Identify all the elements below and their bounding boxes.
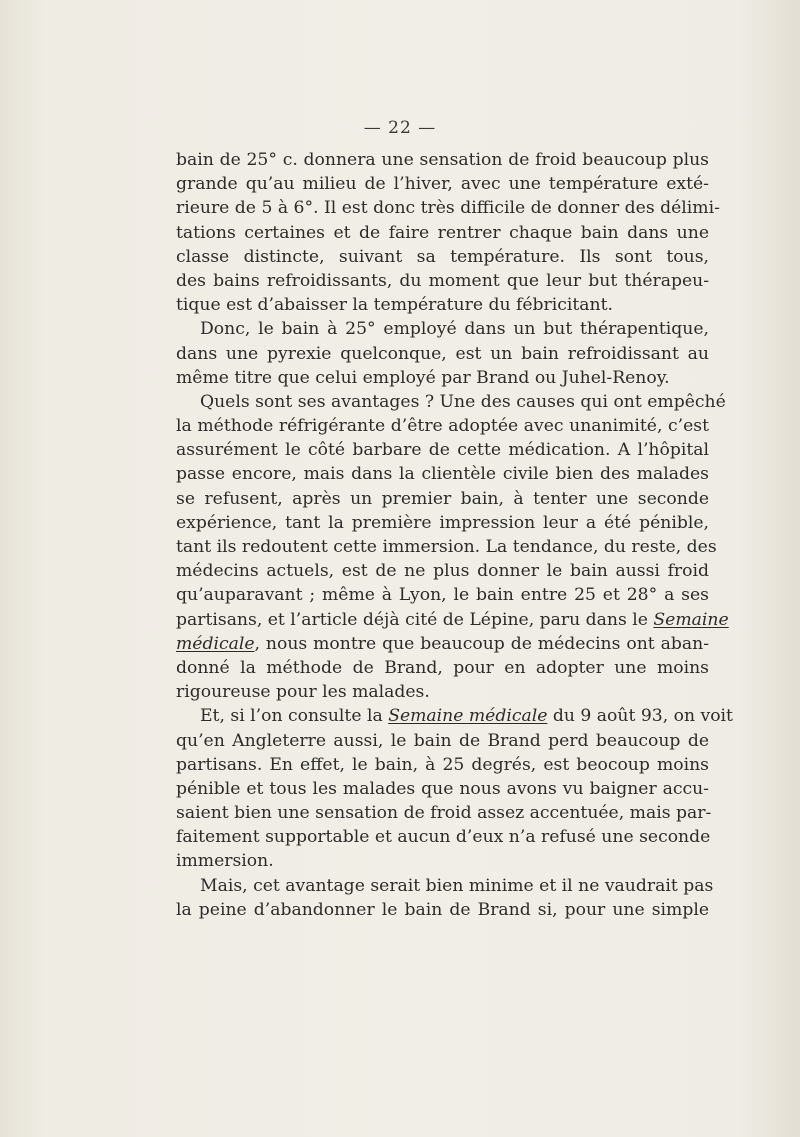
text-line: grande qu’au milieu de l’hiver, avec une température exté- bbox=[176, 174, 709, 195]
text-line: dans une pyrexie quelconque, est un bain refroidissant au bbox=[176, 343, 709, 364]
text-line: assurément le côté barbare de cette médication. A l’hôpital bbox=[176, 440, 709, 461]
text-line: rieure de 5 à 6°. Il est donc très difficile de donner des délimi- bbox=[176, 198, 720, 219]
text-line: tique est d’abaisser la température du fébricitant. bbox=[176, 295, 613, 316]
italic-title: Semaine médicale bbox=[388, 706, 548, 727]
text-line: faitement supportable et aucun d’eux n’a refusé une seconde bbox=[176, 827, 711, 848]
text-line: qu’auparavant ; même à Lyon, le bain entre 25 et 28° a ses bbox=[176, 585, 709, 606]
page-number: — 22 — bbox=[363, 118, 437, 138]
text-line: se refusent, après un premier bain, à tenter une seconde bbox=[176, 488, 709, 509]
text-segment: partisans, et l’article déjà cité de Lépine, paru dans le bbox=[176, 609, 654, 630]
text-line bbox=[176, 704, 733, 728]
text-line: tations certaines et de faire rentrer chaque bain dans une bbox=[176, 222, 709, 243]
text-line: donné la méthode de Brand, pour en adopter une moins bbox=[176, 657, 709, 678]
text-line: tant ils redoutent cette immersion. La tendance, du reste, des bbox=[176, 537, 717, 557]
text-line: la méthode réfrigérante d’être adoptée avec unanimité, c’est bbox=[176, 416, 709, 437]
body-text bbox=[176, 148, 733, 922]
text-line: pénible et tous les malades que nous avons vu baigner accu- bbox=[176, 778, 709, 799]
text-line: même titre que celui employé par Brand ou Juhel-Renoy. bbox=[176, 367, 670, 388]
text-line: rigoureuse pour les malades. bbox=[176, 682, 430, 703]
text-segment: du 9 août 93, on voit bbox=[547, 706, 733, 727]
text-segment: , nous montre que beaucoup de médecins ont aban- bbox=[254, 633, 709, 654]
text-line: Donc, le bain à 25° employé dans un but thérapentique, bbox=[200, 319, 709, 340]
text-line: la peine d’abandonner le bain de Brand si, pour une simple bbox=[176, 899, 709, 920]
text-line: partisans. En effet, le bain, à 25 degrés, est beocoup moins bbox=[176, 754, 709, 775]
text-line: expérience, tant la première impression leur a été pénible, bbox=[176, 512, 709, 533]
text-line: Mais, cet avantage serait bien minime et il ne vaudrait pas bbox=[200, 875, 714, 896]
text-line: qu’en Angleterre aussi, le bain de Brand perd beaucoup de bbox=[176, 730, 709, 751]
text-line: saient bien une sensation de froid assez accentuée, mais par- bbox=[176, 803, 712, 824]
italic-title: médicale bbox=[176, 633, 255, 654]
text-line: passe encore, mais dans la clientèle civile bien des malades bbox=[176, 464, 709, 485]
text-line: classe distincte, suivant sa température. Ils sont tous, bbox=[176, 246, 709, 267]
text-segment: Et, si l’on consulte la bbox=[200, 706, 389, 727]
text-line: bain de 25° c. donnera une sensation de froid beaucoup plus bbox=[176, 150, 709, 170]
text-line: des bains refroidissants, du moment que leur but thérapeu- bbox=[176, 270, 709, 291]
text-line bbox=[176, 632, 709, 656]
text-line: Quels sont ses avantages ? Une des causes qui ont empêché bbox=[200, 391, 726, 412]
text-line: immersion. bbox=[176, 851, 274, 872]
text-line bbox=[176, 608, 729, 632]
italic-title: Semaine bbox=[653, 609, 729, 630]
text-line: médecins actuels, est de ne plus donner le bain aussi froid bbox=[176, 561, 709, 582]
